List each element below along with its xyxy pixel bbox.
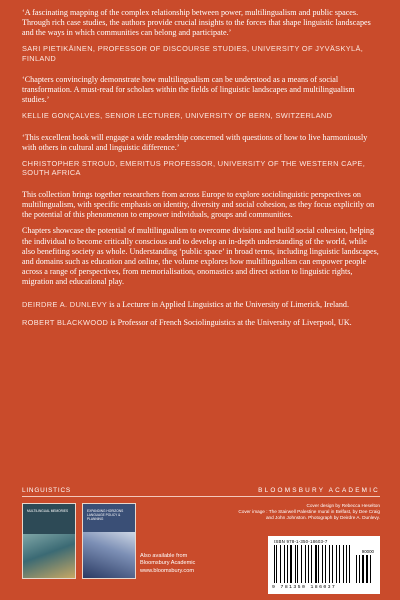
book-cover-art-1 xyxy=(23,534,75,578)
also-available-line-2: Bloomsbury Academic xyxy=(140,560,196,567)
barcode-stripe xyxy=(287,545,288,583)
barcode-stripe xyxy=(351,545,352,583)
barcode-stripe xyxy=(332,545,333,583)
related-book-title-2: EXPANDING HORIZONS LANGUAGE POLICY & PLANNING xyxy=(87,509,124,521)
barcode-stripe xyxy=(303,545,305,583)
also-available-note xyxy=(140,553,195,575)
barcode-stripe xyxy=(334,545,335,583)
credit-image: Cover image : The Stairwell Palestine mural in Belfast, by Dee Craig and John Johnston. Photograph by Deirdre A. Dunlevy. xyxy=(238,509,380,521)
endorsement-attribution-2: KELLIE GONÇALVES, SENIOR LECTURER, UNIVERSITY OF BERN, SWITZERLAND xyxy=(22,111,333,121)
barcode-stripe xyxy=(362,555,363,583)
editor-bio-2 xyxy=(22,318,380,328)
barcode-stripe xyxy=(372,555,373,583)
related-book-title-1: MULTILINGUAL MEMORIES xyxy=(27,509,69,513)
isbn-label: ISBN 978-1-350-18603-7 xyxy=(274,539,328,544)
barcode-stripe xyxy=(337,545,338,583)
editor-bio-text-2: is Professor of French Sociolinguistics at the University of Liverpool, UK. xyxy=(108,317,352,327)
endorsement-quote-1: ‘A fascinating mapping of the complex relationship between power, multilingualism and public spaces. Through rich case studies, the authors provide crucial insights to the forces that shape linguistic landscapes and the ways in which communities can belong and participate.’ xyxy=(22,8,371,38)
credit-design: Cover design by Rebecca Heselton xyxy=(306,503,380,508)
barcode-stripe xyxy=(297,545,298,583)
barcode-number: 9 781350 186037 xyxy=(272,585,337,590)
barcode-stripe xyxy=(313,545,314,583)
barcode-stripe xyxy=(349,545,350,583)
barcode-stripe xyxy=(357,555,358,583)
barcode-stripe xyxy=(290,545,292,583)
price-code: 90000 xyxy=(361,549,374,554)
endorsement-attribution-1: SARI PIETIKÄINEN, PROFESSOR OF DISCOURSE STUDIES, UNIVERSITY OF JYVÄSKYLÄ, FINLAND xyxy=(22,44,364,63)
barcode-panel xyxy=(268,536,380,594)
barcode-stripe xyxy=(329,545,330,583)
also-available-line-1: Also available from xyxy=(140,553,188,559)
barcode-stripe xyxy=(344,545,345,583)
editor-name-1: DEIRDRE A. DUNLEVY xyxy=(22,299,108,309)
footer-divider xyxy=(22,496,380,497)
barcode-stripe xyxy=(323,545,324,583)
publisher-logo: BLOOMSBURY ACADEMIC xyxy=(258,487,380,494)
related-books xyxy=(22,503,136,579)
endorsement-quote-2: ‘Chapters convincingly demonstrate how multilingualism can be understood as a means of social transformation. A must-read for scholars within the fields of linguistic landscapes and multilingualism studies.’ xyxy=(22,75,355,105)
related-book-cover-1 xyxy=(22,503,76,579)
endorsement-attribution-3: CHRISTOPHER STROUD, EMERITUS PROFESSOR, UNIVERSITY OF THE WESTERN CAPE, SOUTH AFRICA xyxy=(22,158,366,178)
barcode-main xyxy=(274,545,352,583)
editor-name-2: ROBERT BLACKWOOD xyxy=(22,317,109,327)
barcode-stripe xyxy=(327,545,329,583)
barcode-stripe xyxy=(339,545,340,583)
barcode-stripe xyxy=(311,545,312,583)
cover-text xyxy=(22,8,380,336)
endorsement-quote-3: ‘This excellent book will engage a wide readership concerned with questions of how to live harmoniously with others in cultural and linguistic difference.’ xyxy=(22,132,368,152)
book-cover-art-2 xyxy=(83,532,135,578)
barcode-addon xyxy=(356,555,374,583)
related-book-cover-2 xyxy=(82,503,136,579)
barcode-stripe xyxy=(318,545,319,583)
description-paragraph-1: This collection brings together researchers from across Europe to explore sociolinguistic perspectives on multilingualism, with specific emphasis on identity, diversity and social cohesion, as they focus explicitly on the potential of this phenomenon to empower individuals, groups and communities. xyxy=(22,189,375,220)
editor-bio-1 xyxy=(22,300,380,310)
publisher-website: www.bloomsbury.com xyxy=(140,567,194,574)
barcode-stripe xyxy=(293,545,294,583)
barcode-stripe xyxy=(364,555,365,583)
barcode-stripe xyxy=(370,555,371,583)
barcode-stripe xyxy=(308,545,309,583)
editor-bio-text-1: is a Lecturer in Applied Linguistics at the University of Limerick, Ireland. xyxy=(107,299,350,309)
series-label: LINGUISTICS xyxy=(22,487,71,494)
barcode-stripe xyxy=(276,545,277,583)
barcode-stripe xyxy=(359,555,360,583)
barcode-stripe xyxy=(281,545,283,583)
cover-credits xyxy=(230,503,380,521)
description-paragraph-2: Chapters showcase the potential of multilingualism to overcome divisions and build social cohesion, helping the individual to become critically conscious and to develop an in-depth understanding of the world, while also benefiting society as whole. Understanding ‘public space’ in broad terms, including linguistic landscapes, and domains such as education and online, the volume explores how multilingualism can empower people across a range of perspectives, from memorialisation, onomastics and direct action to linguistic rights, migration and educational play. xyxy=(22,226,379,287)
